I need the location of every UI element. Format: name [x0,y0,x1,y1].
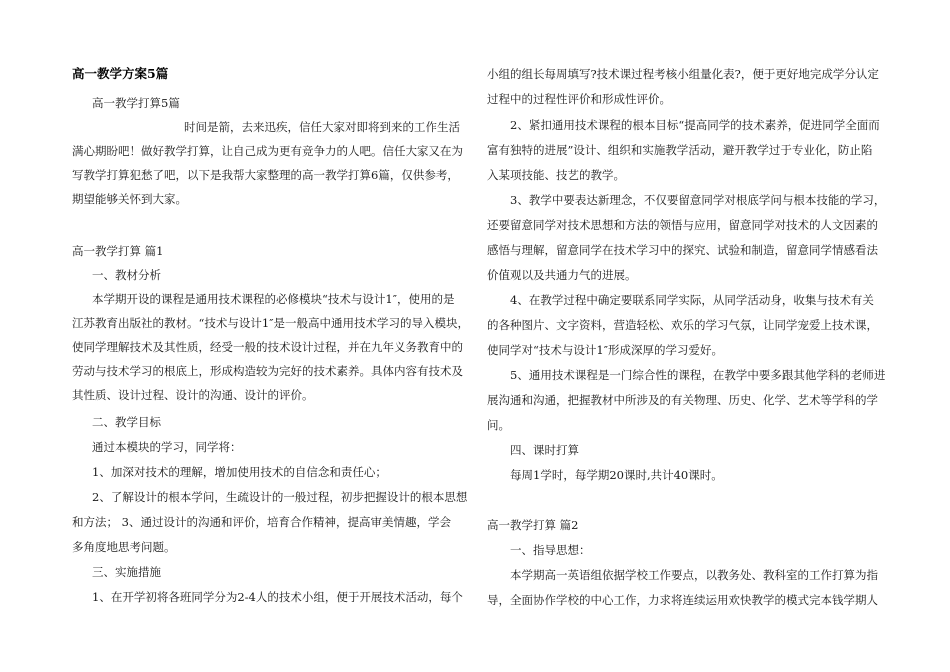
body-line: 3、教学中要表达新理念，不仅要留意同学对根底学问与根本技能的学习， [510,193,886,207]
body-line: 价值观以及共通力气的进展。 [487,268,637,282]
subsection-heading: 一、指导思想： [510,543,591,557]
body-line: 每周1学时，每学期20课时,共计40课时。 [510,468,723,482]
subsection-heading: 二、教学目标 [92,415,161,429]
body-line: 富有独特的进展”设计、组织和实施教学活动，避开教学过于专业化，防止陷 [487,143,873,157]
body-line: 江苏教育出版社的教材。“技术与设计1″是一般高中通用技术学习的导入模块， [72,316,469,330]
intro-line: 写教学打算犯愁了吧，以下是我帮大家整理的高一教学打算6篇，仅供参考， [72,168,459,182]
body-line: 还要留意同学对技术思想和方法的领悟与应用，留意同学对技术的人文因素的 [487,218,878,232]
document-title: 高一教学方案5篇 [72,66,169,81]
body-line: 多角度地思考问题。 [72,540,176,554]
body-line: 2、了解设计的根本学问，生疏设计的一般过程，初步把握设计的根本思想 [92,490,468,504]
section-heading: 高一教学打算 篇2 [487,518,579,532]
body-line: 通过本模块的学习，同学将： [92,440,242,454]
body-line: 使同学理解技术及其性质，经受一般的技术设计过程，并在九年义务教育中的 [72,340,463,354]
body-line: 感悟与理解，留意同学在技术学习中的探究、试验和制造，留意同学情感看法 [487,243,878,257]
body-line: 的各种图片、文字资料，营造轻松、欢乐的学习气氛，让同学宠爱上技术课， [487,318,878,332]
body-line: 1、加深对技术的理解，增加使用技术的自信念和责任心； [92,465,387,479]
intro-line: 期望能够关怀到大家。 [72,192,187,206]
subtitle: 高一教学打算5篇 [92,96,180,110]
subsection-heading: 四、课时打算 [510,443,579,457]
body-line: 其性质、设计过程、设计的沟通、设计的评价。 [72,388,314,402]
body-line: 入某项技能、技艺的教学。 [487,168,625,182]
body-line: 过程中的过程性评价和形成性评价。 [487,92,671,106]
section-heading: 高一教学打算 篇1 [72,244,164,258]
subsection-heading: 一、教材分析 [92,268,161,282]
body-line: 导，全面协作学校的中心工作，力求将连续运用欢快教学的模式完本钱学期人 [487,593,878,607]
intro-line: 时间是箭，去来迅疾，信任大家对即将到来的工作生活 [184,120,460,134]
intro-line: 满心期盼吧！做好教学打算，让自己成为更有竞争力的人吧。信任大家又在为 [72,144,463,158]
body-line: 本学期高一英语组依据学校工作要点，以教务处、教科室的工作打算为指 [510,568,878,582]
body-line: 1、在开学初将各班同学分为2-4人的技术小组，便于开展技术活动，每个 [92,590,463,604]
body-line: 小组的组长每周填写?技术课过程考核小组量化表?，便于更好地完成学分认定 [487,67,879,81]
body-line: 问。 [487,418,510,432]
body-line: 5、通用技术课程是一门综合性的课程，在教学中要多跟其他学科的老师进 [510,368,886,382]
body-line: 本学期开设的课程是通用技术课程的必修模块“技术与设计1″，使用的是 [92,292,455,306]
body-line: 劳动与技术学习的根底上，形成构造较为完好的技术素养。具体内容有技术及 [72,364,463,378]
body-line: 和方法； 3、通过设计的沟通和评价，培育合作精神，提高审美情趣，学会 [72,515,451,529]
body-line: 4、在教学过程中确定要联系同学实际，从同学活动身，收集与技术有关 [510,293,874,307]
subsection-heading: 三、实施措施 [92,565,161,579]
body-line: 使同学对“技术与设计1″形成深厚的学习爱好。 [487,343,723,357]
body-line: 展沟通和沟通，把握教材中所涉及的有关物理、历史、化学、艺术等学科的学 [487,393,878,407]
body-line: 2、紧扣通用技术课程的根本目标“提高同学的技术素养，促进同学全面而 [510,118,880,132]
